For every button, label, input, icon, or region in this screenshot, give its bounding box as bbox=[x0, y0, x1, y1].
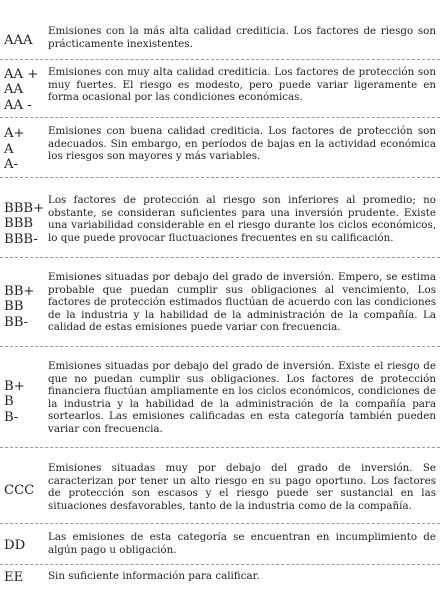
rating-code: BB bbox=[4, 299, 24, 315]
rating-code: A- bbox=[4, 157, 18, 173]
rating-code: CCC bbox=[4, 483, 35, 499]
rating-row-b bbox=[0, 357, 440, 448]
rating-codes bbox=[4, 22, 46, 59]
rating-description: Emisiones situadas muy por debajo del grado de inversión. Se caracterizan por tener un alto riesgo en su pago oportuno. Los factores de protección son escasos y el riesgo puede ser sustancial en las situaciones desfavorables, tanto de la industria como de la compañía. bbox=[48, 462, 436, 512]
rating-code: AA + bbox=[4, 66, 39, 82]
rating-codes bbox=[4, 191, 46, 257]
rating-code: B- bbox=[4, 409, 19, 425]
rating-row-dd bbox=[0, 528, 440, 565]
rating-codes bbox=[4, 567, 46, 589]
rating-code: B+ bbox=[4, 378, 25, 394]
rating-row-bbb bbox=[0, 191, 440, 258]
rating-row-aa bbox=[0, 63, 440, 118]
rating-row-bb bbox=[0, 268, 440, 347]
rating-codes bbox=[4, 122, 46, 177]
rating-code: BBB bbox=[4, 216, 34, 232]
rating-codes bbox=[4, 528, 46, 564]
rating-description: Emisiones con muy alta calidad crediticia. Los factores de protección son muy fuertes. El riesgo es modesto, pero puede variar ligeramente en forma ocasional por las condiciones económicas. bbox=[48, 66, 436, 103]
rating-code: A bbox=[4, 141, 14, 157]
rating-description: Las emisiones de esta categoría se encuentran en incumplimiento de algún pago u obligación. bbox=[48, 531, 436, 556]
rating-description: Sin suficiente información para calificar. bbox=[48, 570, 260, 582]
rating-codes bbox=[4, 459, 46, 523]
rating-description: Los factores de protección al riesgo son inferiores al promedio; no obstante, se consideran suficientes para una inversión prudente. Existe una variabilidad considerable en el riesgo durante los ciclos económicos, lo que puede provocar fluctuaciones frecuentes en su calificación. bbox=[48, 194, 436, 244]
rating-code: EE bbox=[4, 570, 24, 586]
rating-codes bbox=[4, 357, 46, 447]
rating-description: Emisiones situadas por debajo del grado de inversión. Empero, se estima probable que puedan cumplir sus obligaciones al vencimiento, Los factores de protección estimados fluctúan de acuerdo con las condiciones de la industria y la habilidad de la administración de la compañía. La calidad de estas emisiones puede variar con frecuencia. bbox=[48, 271, 436, 333]
rating-row-aaa bbox=[0, 22, 440, 60]
rating-description: Emisiones situadas por debajo del grado de inversión. Existe el riesgo de que no puedan cumplir sus obligaciones. Los factores de protección financiera fluctúan ampliamente en los ciclos económicos, condiciones de la industria y la habilidad de la administración de la compañía para sortearlos. Las emisiones calificadas en esta categoría también pueden variar con frecuencia. bbox=[48, 360, 436, 435]
rating-description: Emisiones con la más alta calidad crediticia. Los factores de riesgo son prácticamente inexistentes. bbox=[48, 25, 436, 50]
rating-code: A+ bbox=[4, 126, 25, 142]
rating-codes bbox=[4, 268, 46, 346]
rating-code: AAA bbox=[4, 32, 33, 48]
rating-codes bbox=[4, 63, 46, 117]
rating-code: BBB- bbox=[4, 231, 38, 247]
rating-code: BB- bbox=[4, 314, 29, 330]
rating-code: BBB+ bbox=[4, 200, 45, 216]
rating-code: BB+ bbox=[4, 283, 35, 299]
rating-code: DD bbox=[4, 538, 26, 554]
rating-row-ee bbox=[0, 567, 440, 589]
rating-description: Emisiones con buena calidad crediticia. Los factores de protección son adecuados. Sin embargo, en períodos de bajas en la actividad económica los riesgos son mayores y más variables. bbox=[48, 125, 436, 162]
rating-row-ccc bbox=[0, 459, 440, 524]
rating-code: AA bbox=[4, 82, 24, 98]
rating-code: AA - bbox=[4, 97, 32, 113]
rating-row-a bbox=[0, 122, 440, 178]
rating-code: B bbox=[4, 394, 14, 410]
